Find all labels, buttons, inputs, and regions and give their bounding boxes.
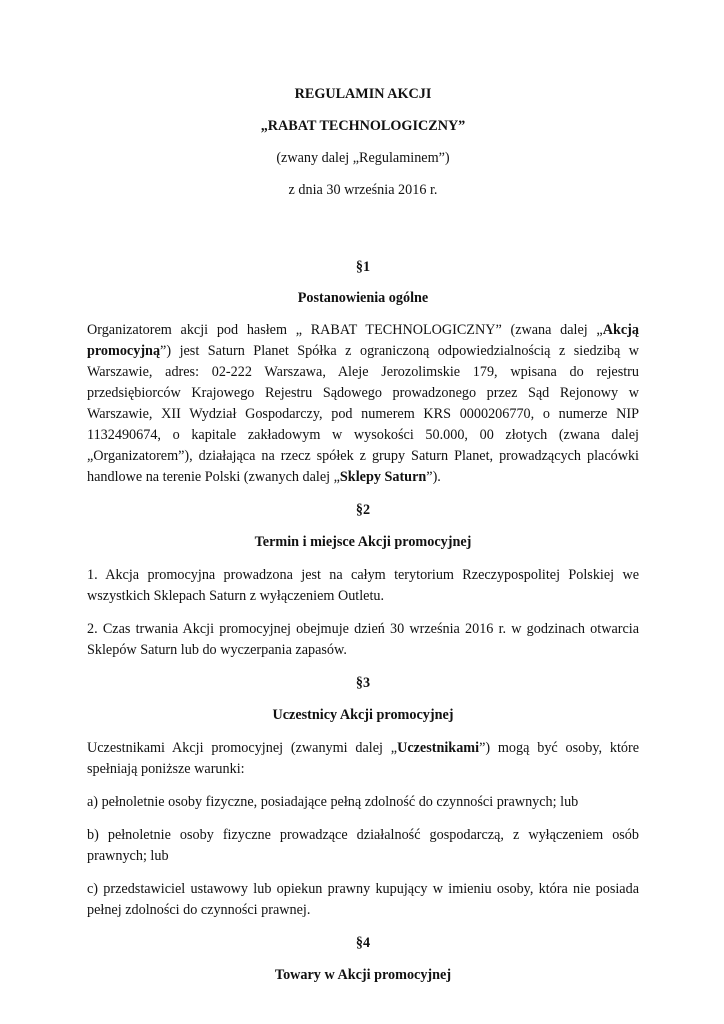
document-alias: (zwany dalej „Regulaminem”) <box>276 150 450 166</box>
section-4-mark: §4 <box>355 935 371 951</box>
document-title: REGULAMIN AKCJI <box>294 86 432 102</box>
section-3-item-b: b) pełnoletnie osoby fizyczne prowadzące działalność gospodarczą, z wyłączeniem osób prawnych; lub <box>87 827 639 864</box>
document-date: z dnia 30 września 2016 r. <box>288 182 438 198</box>
section-2-point-1: 1. Akcja promocyjna prowadzona jest na całym terytorium Rzeczypospolitej Polskiej we wszystkich Sklepach Saturn z wyłączeniem Outletu. <box>87 567 639 604</box>
promotion-name: „RABAT TECHNOLOGICZNY” <box>260 118 466 134</box>
section-4-heading: Towary w Akcji promocyjnej <box>274 967 452 983</box>
section-1-mark: §1 <box>355 259 371 275</box>
document-page <box>87 84 639 986</box>
section-3-mark: §3 <box>355 675 371 691</box>
section-3-item-c: c) przedstawiciel ustawowy lub opiekun prawny kupujący w imieniu osoby, która nie posiada pełnej zdolności do czynności prawnej. <box>87 881 639 918</box>
section-3-item-a: a) pełnoletnie osoby fizyczne, posiadające pełną zdolność do czynności prawnych; lub <box>87 794 579 810</box>
section-3-heading: Uczestnicy Akcji promocyjnej <box>272 707 454 723</box>
section-2-heading: Termin i miejsce Akcji promocyjnej <box>254 534 472 550</box>
section-2-mark: §2 <box>355 502 371 518</box>
section-3-intro: Uczestnikami Akcji promocyjnej (zwanymi dalej „Uczestnikami”) mogą być osoby, które spełniają poniższe warunki: <box>87 740 639 777</box>
section-2-point-2: 2. Czas trwania Akcji promocyjnej obejmuje dzień 30 września 2016 r. w godzinach otwarcia Sklepów Saturn lub do wyczerpania zapasów. <box>87 621 639 658</box>
section-1-heading: Postanowienia ogólne <box>297 290 429 306</box>
section-1-paragraph: Organizatorem akcji pod hasłem „ RABAT TECHNOLOGICZNY” (zwana dalej „Akcją promocyjną”) jest Saturn Planet Spółka z ograniczoną odpowiedzialnością z siedzibą w Warszawie, adres: 02-222 Warszawa, Aleje Jerozolimskie 179, wpisana do rejestru przedsiębiorców Krajowego Rejestru Sądowego prowadzonego przez Sąd Rejonowy w Warszawie, XII Wydział Gospodarczy, pod numerem KRS 0000206770, o numerze NIP 1132490674, o kapitale zakładowym w wysokości 50.000, 00 złotych (zwana dalej „Organizatorem”), działająca na rzecz spółek z grupy Saturn Planet, prowadzących placówki handlowe na terenie Polski (zwanych dalej „Sklepy Saturn”). <box>87 322 639 485</box>
